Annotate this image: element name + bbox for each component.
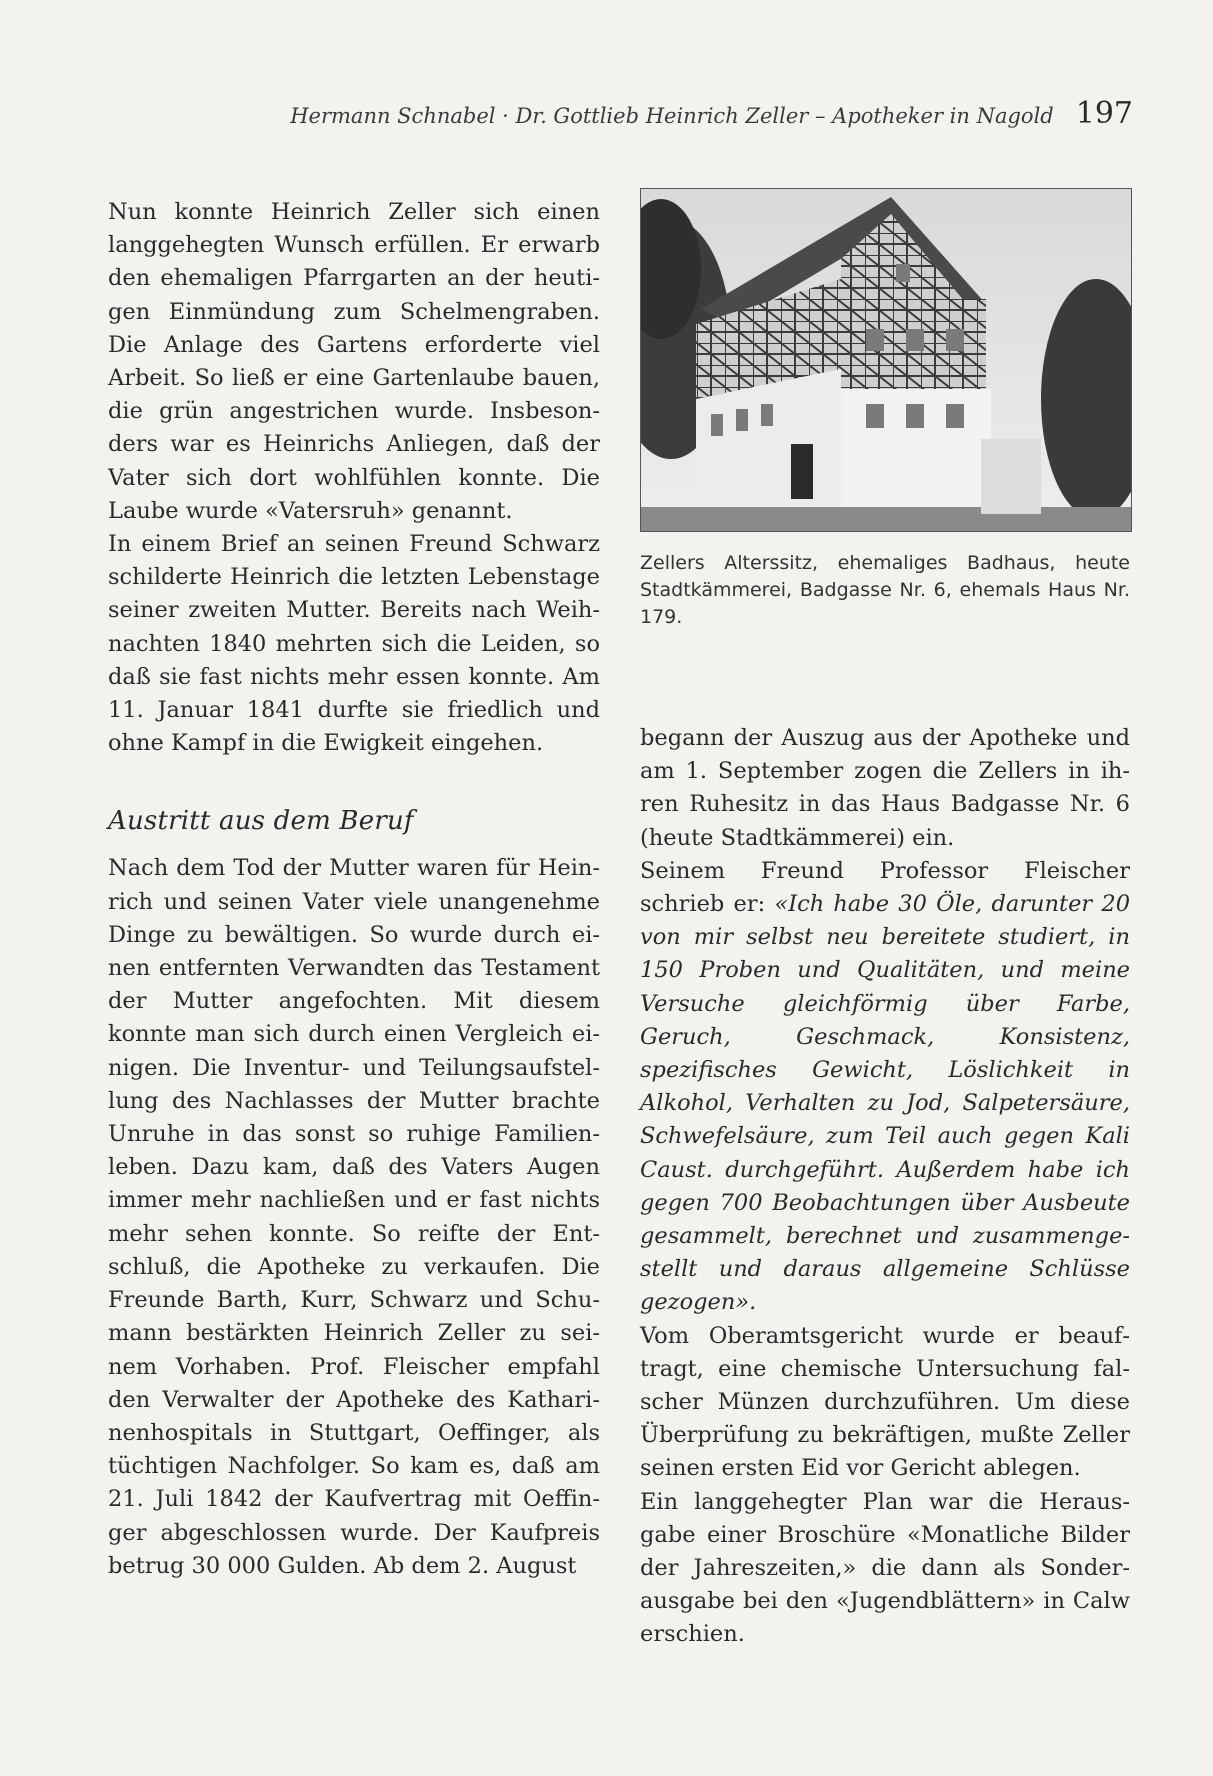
left-column — [108, 196, 600, 1583]
paragraph: Vom Oberamtsgericht wurde er beauftragt, eine chemische Untersuchung falscher Münzen durchzuführen. Um diese Überprüfung zu bekräftigen, mußte Zeller seinen ersten Eid vor Gericht ablegen. — [640, 1322, 1130, 1482]
right-column — [640, 722, 1130, 1652]
page-number: 197 — [1075, 96, 1133, 131]
figure-caption: Zellers Alterssitz, ehemaliges Badhaus, heute Stadtkämmerei, Badgasse Nr. 6, ehemals Haus Nr. 179. — [640, 552, 1130, 628]
quote-intro: Seinem Freund Professor Fleischer schrieb er: — [640, 857, 1130, 918]
paragraph: Nach dem Tod der Mutter waren für Heinrich und seinen Vater viele unangenehme Dinge zu bewältigen. So wurde durch einen entfernten Verwandten das Testament der Mutter angefochten. Mit diesem konnte man sich durch einen Vergleich einigen. Die Inventur- und Teilungsaufstellung des Nachlasses der Mutter brachte Unruhe in das sonst so ruhige Familienleben. Dazu kam, daß des Vaters Augen immer mehr nachließen und er fast nichts mehr sehen konnte. So reifte der Entschluß, die Apotheke zu verkaufen. Die Freunde Barth, Kurr, Schwarz und Schumann bestärkten Heinrich Zeller zu seinem Vorhaben. Prof. Fleischer empfahl den Verwalter der Apotheke des Katharinenhospitals in Stuttgart, Oeffinger, als tüchtigen Nachfolger. So kam es, daß am 21. Juli 1842 der Kaufvertrag mit Oeffinger abgeschlossen wurde. Der Kaufpreis betrug 30 000 Gulden. Ab dem 2. August — [108, 855, 600, 1579]
letter-quote: «Ich habe 30 Öle, darunter 20 von mir selbst neu bereitete studiert, in 150 Proben und Qualitäten, und meine Versuche gleichförmig über Farbe, Geruch, Geschmack, Konsistenz, spezifisches Gewicht, Löslichkeit in Alkohol, Verhalten zu Jod, Salpetersäure, Schwefelsäure, zum Teil auch gegen Kali Caust. durchgeführt. Außerdem habe ich gegen 700 Beobachtungen über Ausbeute gesammelt, berechnet und zusammengestellt und daraus allgemeine Schlüsse gezogen». — [640, 891, 1131, 1316]
paragraph: In einem Brief an seinen Freund Schwarz schilderte Heinrich die letzten Lebenstage seiner zweiten Mutter. Bereits nach Weihnachten 1840 mehrten sich die Leiden, so daß sie fast nichts mehr essen konnte. Am 11. Januar 1841 durfte sie friedlich und ohne Kampf in die Ewigkeit eingehen. — [108, 531, 600, 757]
paragraph: Ein langgehegter Plan war die Herausgabe einer Broschüre «Monatliche Bilder der Jahreszeiten,» die dann als Sonderausgabe bei den «Jugendblättern» in Calw erschien. — [640, 1488, 1130, 1648]
house-photo — [640, 188, 1132, 532]
figure — [640, 188, 1130, 631]
section-heading: Austritt aus dem Beruf — [108, 806, 414, 837]
paragraph-with-quote — [640, 855, 1130, 1320]
running-header — [280, 96, 1133, 131]
paragraph: begann der Auszug aus der Apotheke und am 1. September zogen die Zellers in ihren Ruhesitz in das Haus Badgasse Nr. 6 (heute Stadtkämmerei) ein. — [640, 725, 1130, 851]
running-title: Hermann Schnabel · Dr. Gottlieb Heinrich Zeller – Apotheker in Nagold — [290, 104, 1054, 128]
paragraph: Nun konnte Heinrich Zeller sich einen langgehegten Wunsch erfüllen. Er erwarb den ehemaligen Pfarrgarten an der heutigen Einmündung zum Schelmengraben. Die Anlage des Gartens erforderte viel Arbeit. So ließ er eine Gartenlaube bauen, die grün angestrichen wurde. Insbesonders war es Heinrichs Anliegen, daß der Vater sich dort wohlfühlen konnte. Die Laube wurde «Vatersruh» genannt. — [108, 199, 600, 524]
